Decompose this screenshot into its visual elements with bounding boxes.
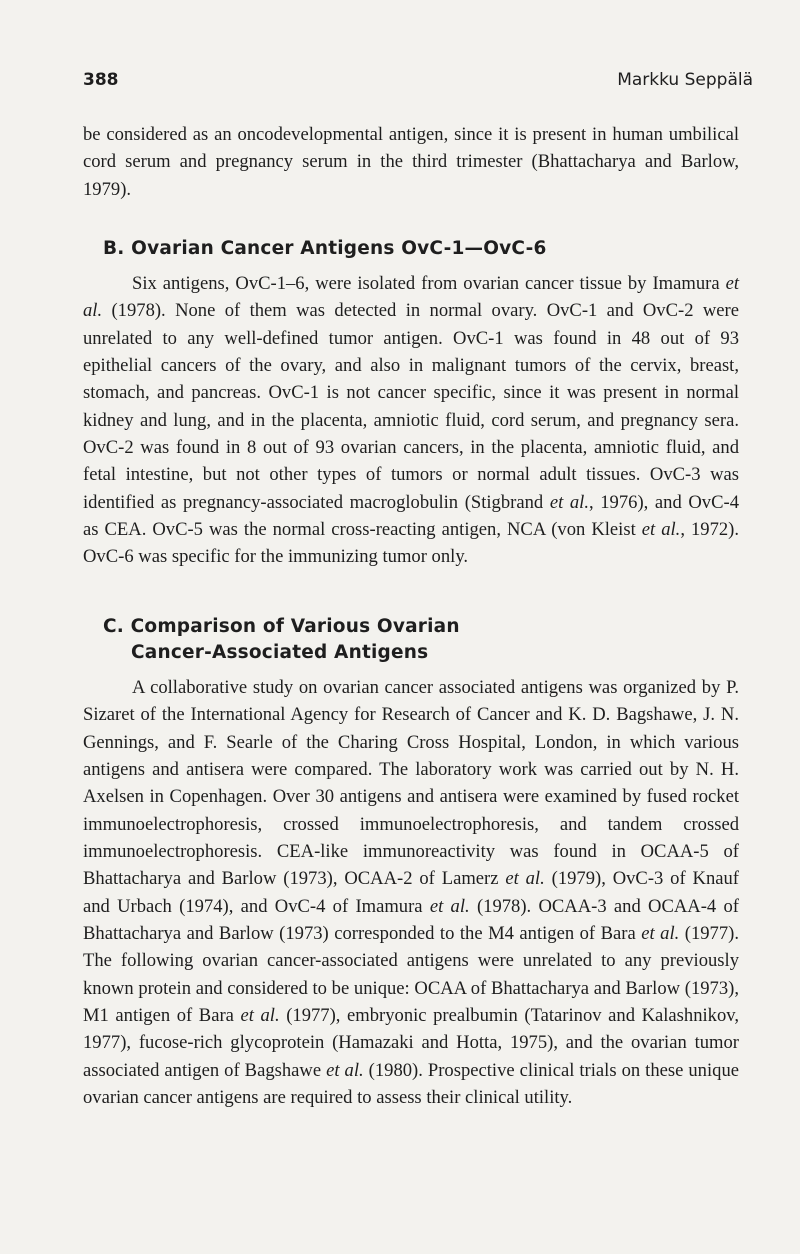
- page-header: [83, 70, 753, 96]
- continued-paragraph: [83, 121, 739, 203]
- heading-line-1: C. Comparison of Various Ovarian: [103, 616, 460, 637]
- text-segment: (1977), embryonic prealbumin (Tatarinov and Kalashnikov, 1977), fucose-rich glycoprotein (Hamazaki and Hotta, 1975), and the ovarian tumor associated antigen of Bagshawe: [83, 1005, 739, 1081]
- et-al-italic: et al.: [549, 491, 589, 513]
- et-al-italic: et al.: [240, 1005, 280, 1027]
- text-segment: , 1976), and OvC-4 as CEA. OvC-5 was the normal cross-reacting antigen, NCA (von Kleist: [83, 491, 739, 541]
- text-segment: (1978). None of them was detected in normal ovary. OvC-1 and OvC-2 were unrelated to any well-defined tumor antigen. OvC-1 was found in 48 out of 93 epithelial cancers of the ovary, and also in malignant tumors of the cervix, breast, stomach, and pancreas. OvC-1 is not cancer specific, since it was present in normal kidney and lung, and in the placenta, amniotic fluid, cord serum, and pregnancy sera. OvC-2 was found in 8 out of 93 ovarian cancers, in the placenta, amniotic fluid, and fetal intestine, but not other types of tumors or normal adult tissues. OvC-3 was identified as pregnancy-associated macroglobulin (Stigbrand: [83, 300, 739, 513]
- text-segment: Six antigens, OvC-1–6, were isolated from ovarian cancer tissue by Imamura: [132, 273, 726, 294]
- et-al-italic: et al.: [429, 895, 470, 917]
- et-al-italic: et al.: [641, 923, 680, 945]
- text-segment: (1977). The following ovarian cancer-associated antigens were unrelated to any previously known protein and considered to be unique: OCAA of Bhattacharya and Barlow (1973), M1 antigen of Bara: [83, 923, 739, 1027]
- et-al-italic: et al.: [326, 1059, 364, 1081]
- heading-line-2: Cancer-Associated Antigens: [131, 642, 429, 663]
- text-segment: A collaborative study on ovarian cancer associated antigens was organized by P. Sizaret of the International Agency for Research of Cancer and K. D. Bagshawe, J. N. Gennings, and F. Searle of the Charing Cross Hospital, London, in which various antigens and antisera were compared. The laboratory work was carried out by N. H. Axelsen in Copenhagen. Over 30 antigens and antisera were examined by fused rocket immunoelectrophoresis, crossed immunoelectrophoresis, and tandem crossed immunoelectrophoresis. CEA-like immunoreactivity was found in OCAA-5 of Bhattacharya and Barlow (1973), OCAA-2 of Lamerz: [83, 677, 739, 890]
- page-number: 388: [83, 70, 119, 90]
- et-al-italic: et al.: [505, 868, 545, 890]
- text-segment: (1979), OvC-3 of Knauf and Urbach (1974), and OvC-4 of Imamura: [83, 868, 740, 917]
- paragraph-text: be considered as an oncodevelopmental antigen, since it is present in human umbilical cord serum and pregnancy serum in the third trimester (Bhattacharya and Barlow, 1979).: [83, 124, 739, 200]
- section-b-paragraph: [83, 270, 739, 571]
- section-c-heading: [103, 614, 460, 666]
- section-b-heading: B. Ovarian Cancer Antigens OvC-1—OvC-6: [103, 238, 547, 259]
- text-segment: , 1972). OvC-6 was specific for the immunizing tumor only.: [83, 519, 740, 568]
- et-al-italic: et al.: [83, 273, 739, 322]
- text-segment: (1980). Prospective clinical trials on these unique ovarian cancer antigens are required to assess their clinical utility.: [83, 1059, 739, 1109]
- running-head-author: Markku Seppälä: [617, 70, 753, 90]
- section-c-paragraph: [83, 674, 739, 1112]
- text-segment: (1978). OCAA-3 and OCAA-4 of Bhattacharya and Barlow (1973) corresponded to the M4 antigen of Bara: [83, 895, 739, 945]
- et-al-italic: et al.: [641, 519, 681, 541]
